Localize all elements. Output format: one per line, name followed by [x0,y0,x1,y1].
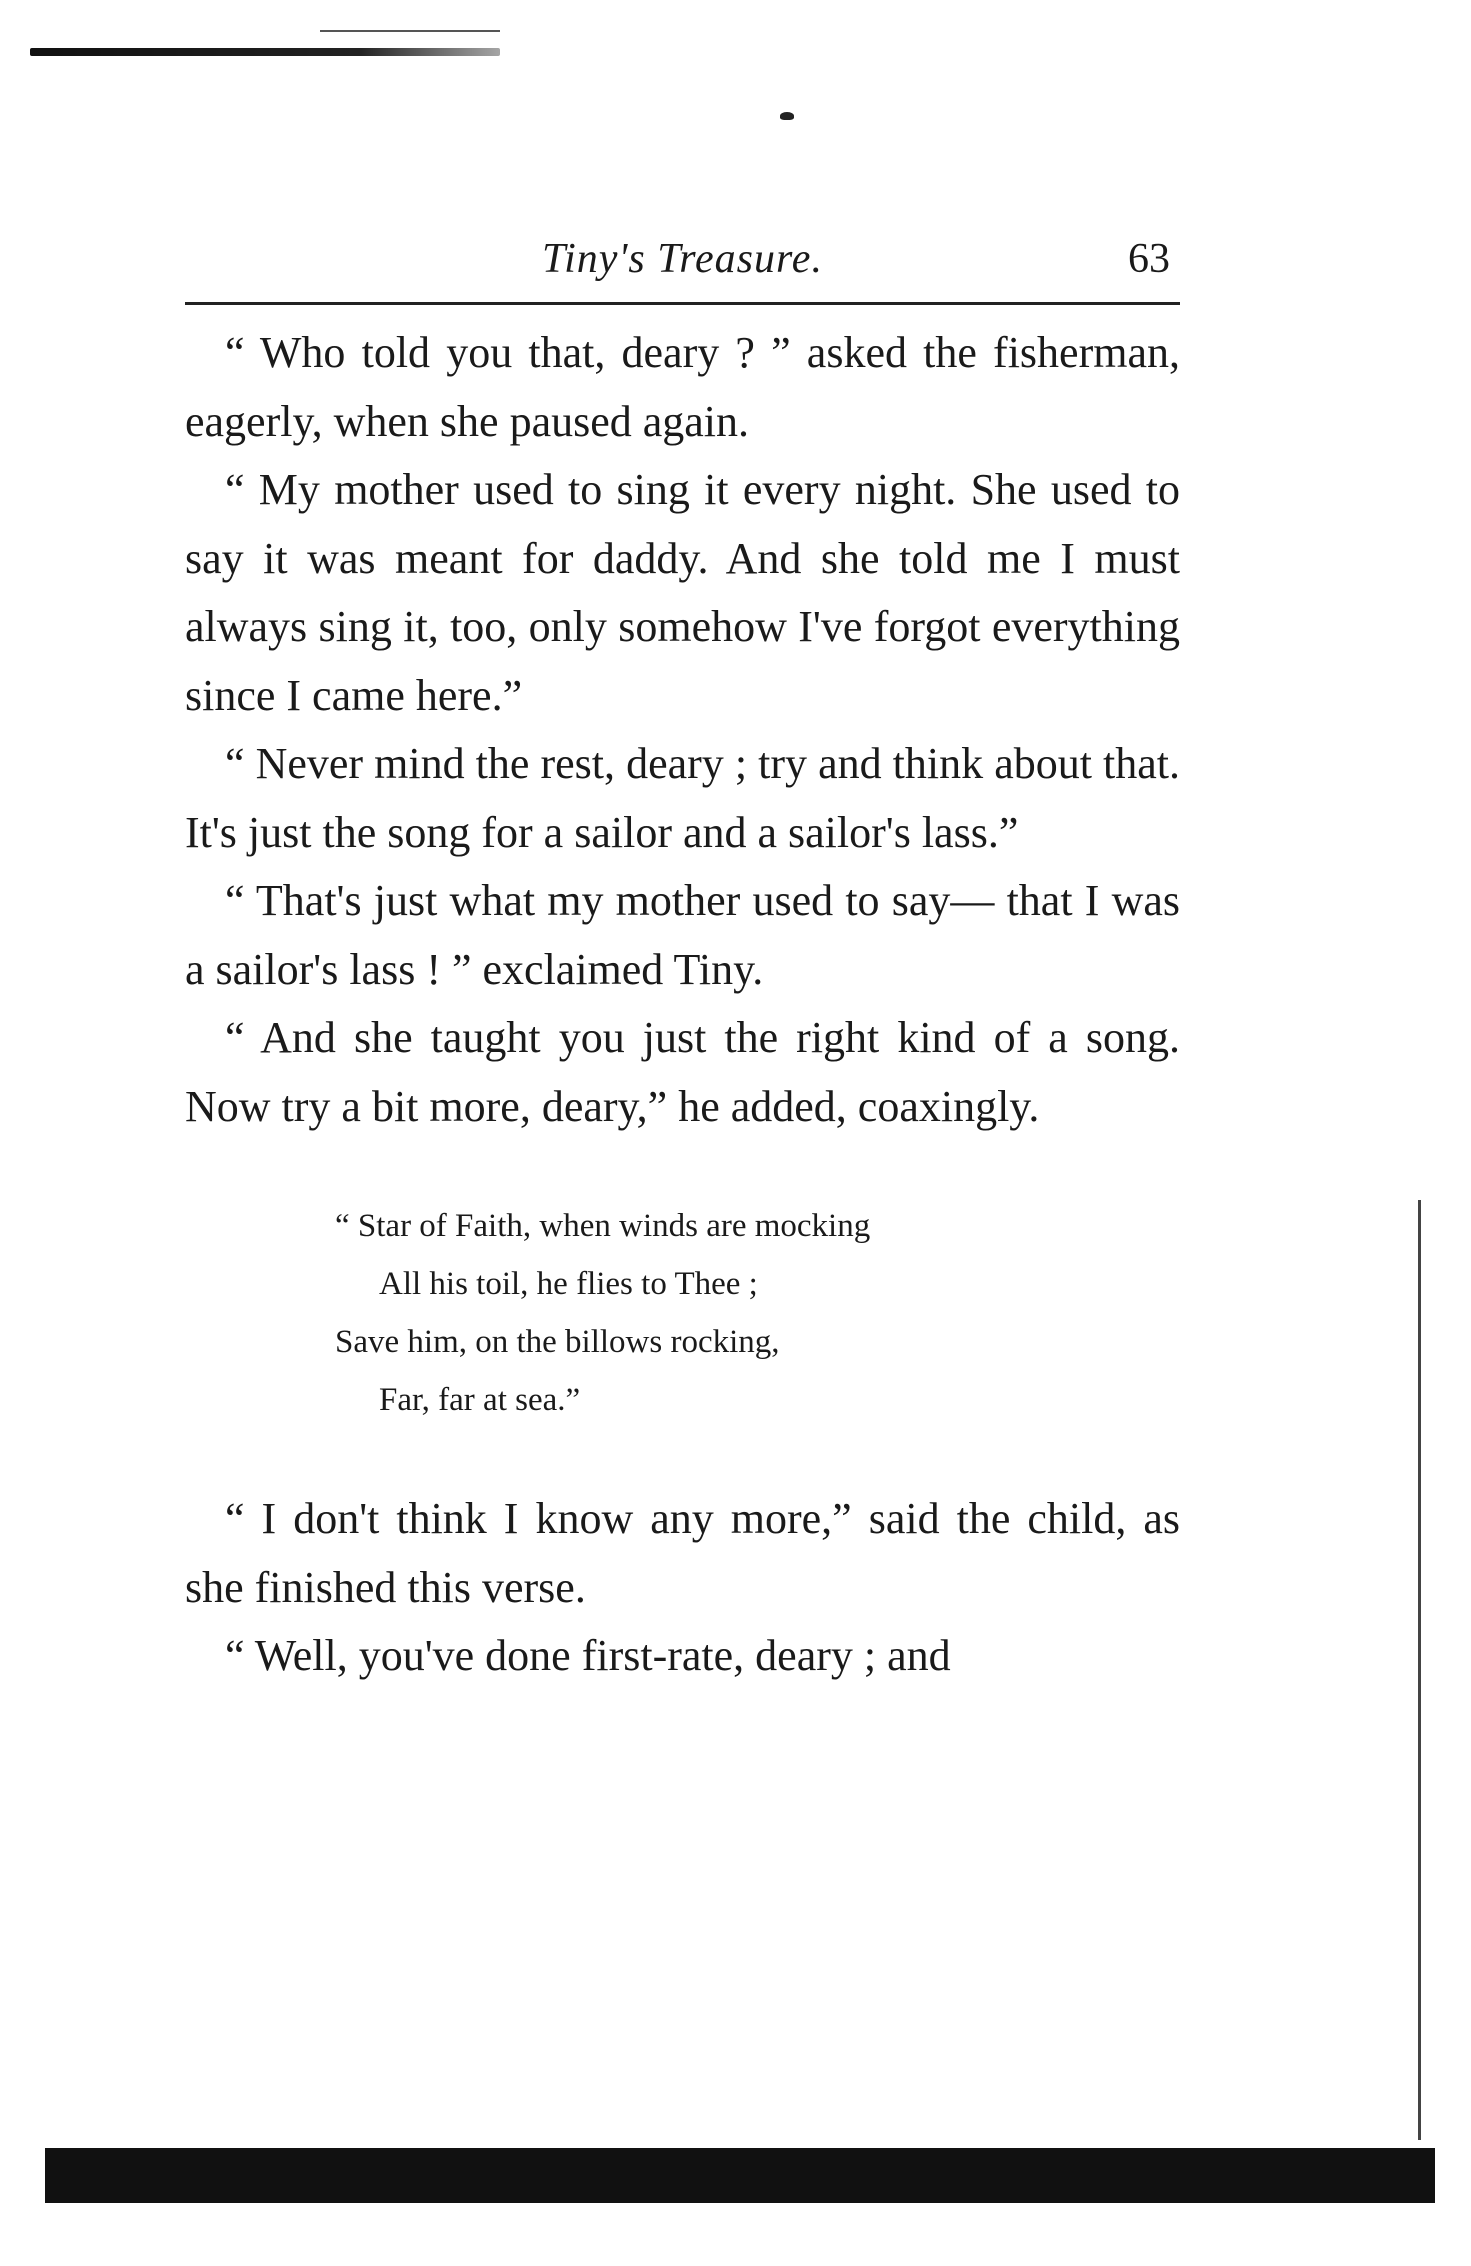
paragraph: “ Well, you've done first-rate, deary ; and [225,1631,951,1680]
book-page [185,225,1180,1691]
scan-bottom-edge [45,2148,1435,2203]
scan-artifact-bar [30,48,500,56]
verse-line: Save him, on the billows rocking, [335,1324,780,1360]
paragraph: “ Who told you that, deary ? ” asked the fisherman, eagerly, when she paused again. [185,328,1180,446]
paragraph: “ And she taught you just the right kind of a song. Now try a bit more, deary,” he added, coaxingly. [185,1013,1180,1131]
verse-block [185,1197,1180,1429]
paragraph: “ Never mind the rest, deary ; try and think about that. It's just the song for a sailor and a sailor's lass.” [185,739,1180,857]
page-number: 63 [1128,236,1170,282]
verse-line: Far, far at sea.” [379,1382,581,1418]
paragraph: “ My mother used to sing it every night. She used to say it was meant for daddy. And she told me I must always sing it, too, only somehow I've forgot everything since I came here.” [185,465,1180,720]
running-title: Tiny's Treasure. [542,236,823,282]
verse-line: All his toil, he flies to Thee ; [379,1266,758,1302]
scan-speck [780,112,794,120]
verse-line: “ Star of Faith, when winds are mocking [335,1208,871,1244]
running-header [185,225,1180,300]
page-edge-shadow [1418,1200,1421,2140]
header-rule [185,302,1180,305]
paragraph: “ I don't think I know any more,” said the child, as she finished this verse. [185,1494,1180,1612]
paragraph: “ That's just what my mother used to say— that I was a sailor's lass ! ” exclaimed Tiny. [185,876,1180,994]
scan-artifact-line [320,30,500,32]
